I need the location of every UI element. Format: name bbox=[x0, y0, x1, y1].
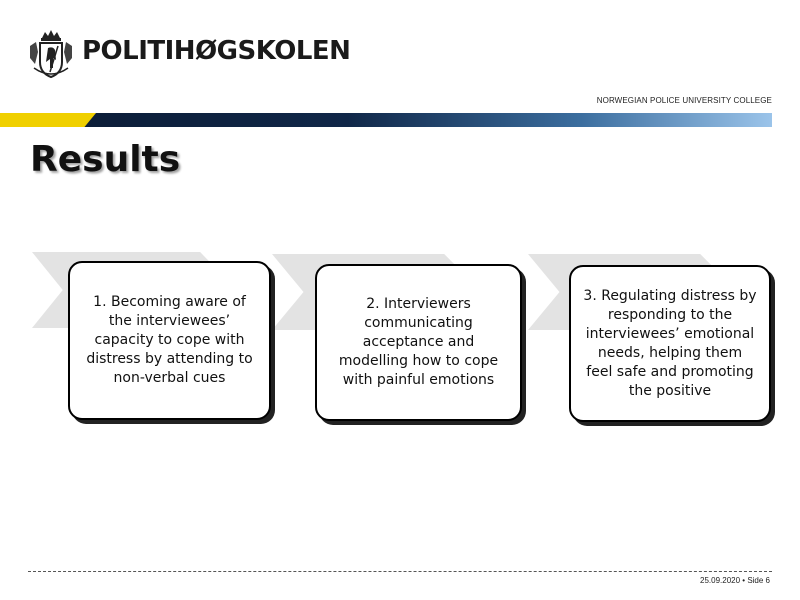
footer-date-page: 25.09.2020 • Side 6 bbox=[700, 576, 770, 585]
brand-name: POLITIHØGSKOLEN bbox=[82, 36, 351, 66]
coat-of-arms-icon bbox=[26, 28, 76, 80]
result-text-3: 3. Regulating distress by responding to the interviewees’ emotional needs, helping them feel safe and promoting the positive bbox=[583, 287, 757, 399]
header-band bbox=[0, 113, 772, 127]
footer-divider bbox=[28, 571, 772, 572]
result-card-2 bbox=[315, 264, 522, 421]
result-card-3 bbox=[569, 265, 771, 422]
page-title: Results bbox=[30, 139, 181, 180]
result-text-1: 1. Becoming aware of the interviewees’ capacity to cope with distress by attending to non-verbal cues bbox=[86, 294, 253, 386]
college-subtitle: NORWEGIAN POLICE UNIVERSITY COLLEGE bbox=[596, 96, 772, 105]
result-card-1 bbox=[68, 261, 271, 420]
header-band-accent bbox=[0, 113, 96, 127]
result-text-2: 2. Interviewers communicating acceptance and modelling how to cope with painful emotions bbox=[338, 296, 499, 388]
